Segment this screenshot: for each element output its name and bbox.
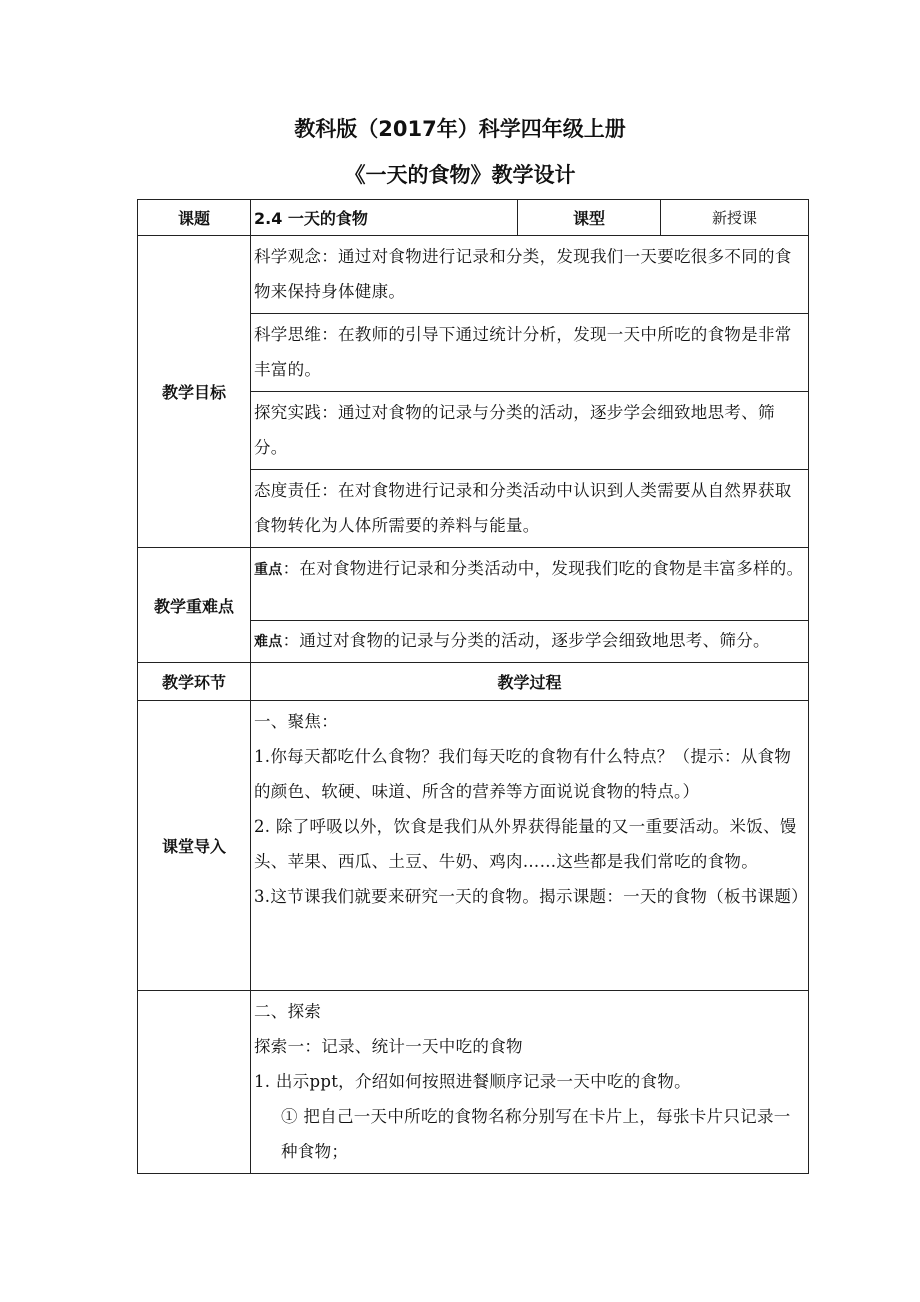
intro-content bbox=[251, 701, 809, 991]
intro-line: 1.你每天都吃什么食物？我们每天吃的食物有什么特点？（提示：从食物的颜色、软硬、味道、所含的营养等方面说说食物的特点。） bbox=[254, 747, 792, 801]
explore-line: ① 把自己一天中所吃的食物名称分别写在卡片上，每张卡片只记录一种食物； bbox=[281, 1107, 791, 1161]
topic-row bbox=[138, 200, 809, 236]
type-value: 新授课 bbox=[661, 200, 809, 236]
objectives-label: 教学目标 bbox=[138, 236, 251, 548]
topic-label: 课题 bbox=[138, 200, 251, 236]
doc-title: 教科版（2017年）科学四年级上册 bbox=[294, 117, 626, 141]
explore-line: 1. 出示ppt，介绍如何按照进餐顺序记录一天中吃的食物。 bbox=[254, 1072, 691, 1091]
key-point bbox=[251, 548, 809, 621]
section-header: 教学环节 bbox=[138, 663, 251, 701]
objective-item: 科学思维：在教师的引导下通过统计分析，发现一天中所吃的食物是非常丰富的。 bbox=[251, 314, 809, 392]
intro-label: 课堂导入 bbox=[138, 701, 251, 991]
explore-label bbox=[138, 991, 251, 1174]
explore-content bbox=[251, 991, 809, 1174]
difficult-point bbox=[251, 621, 809, 663]
doc-subtitle: 《一天的食物》教学设计 bbox=[344, 163, 576, 187]
difficult-tag: 难点 bbox=[254, 634, 283, 650]
process-header: 教学过程 bbox=[251, 663, 809, 701]
key-text: ：在对食物进行记录和分类活动中，发现我们吃的食物是丰富多样的。 bbox=[282, 559, 804, 578]
objective-item: 探究实践：通过对食物的记录与分类的活动，逐步学会细致地思考、筛分。 bbox=[251, 392, 809, 470]
type-label: 课型 bbox=[518, 200, 661, 236]
intro-line: 一、聚焦： bbox=[254, 712, 338, 731]
intro-line: 2. 除了呼吸以外，饮食是我们从外界获得能量的又一重要活动。米饭、馒头、苹果、西瓜、土豆、牛奶、鸡肉……这些都是我们常吃的食物。 bbox=[254, 817, 797, 871]
key-tag: 重点 bbox=[254, 562, 283, 578]
explore-line: 探索一：记录、统计一天中吃的食物 bbox=[254, 1037, 523, 1056]
objective-item: 科学观念：通过对食物进行记录和分类，发现我们一天要吃很多不同的食物来保持身体健康。 bbox=[251, 236, 809, 314]
process-header-row bbox=[138, 663, 809, 701]
keypoints-label: 教学重难点 bbox=[138, 548, 251, 663]
objective-item: 态度责任：在对食物进行记录和分类活动中认识到人类需要从自然界获取食物转化为人体所需要的养料与能量。 bbox=[251, 470, 809, 548]
topic-value: 2.4 一天的食物 bbox=[251, 200, 518, 236]
lesson-plan-table bbox=[137, 199, 809, 1174]
explore-line: 二、探索 bbox=[254, 1002, 322, 1021]
intro-line: 3.这节课我们就要来研究一天的食物。揭示课题：一天的食物（板书课题） bbox=[254, 887, 808, 906]
difficult-text: ：通过对食物的记录与分类的活动，逐步学会细致地思考、筛分。 bbox=[282, 631, 770, 650]
